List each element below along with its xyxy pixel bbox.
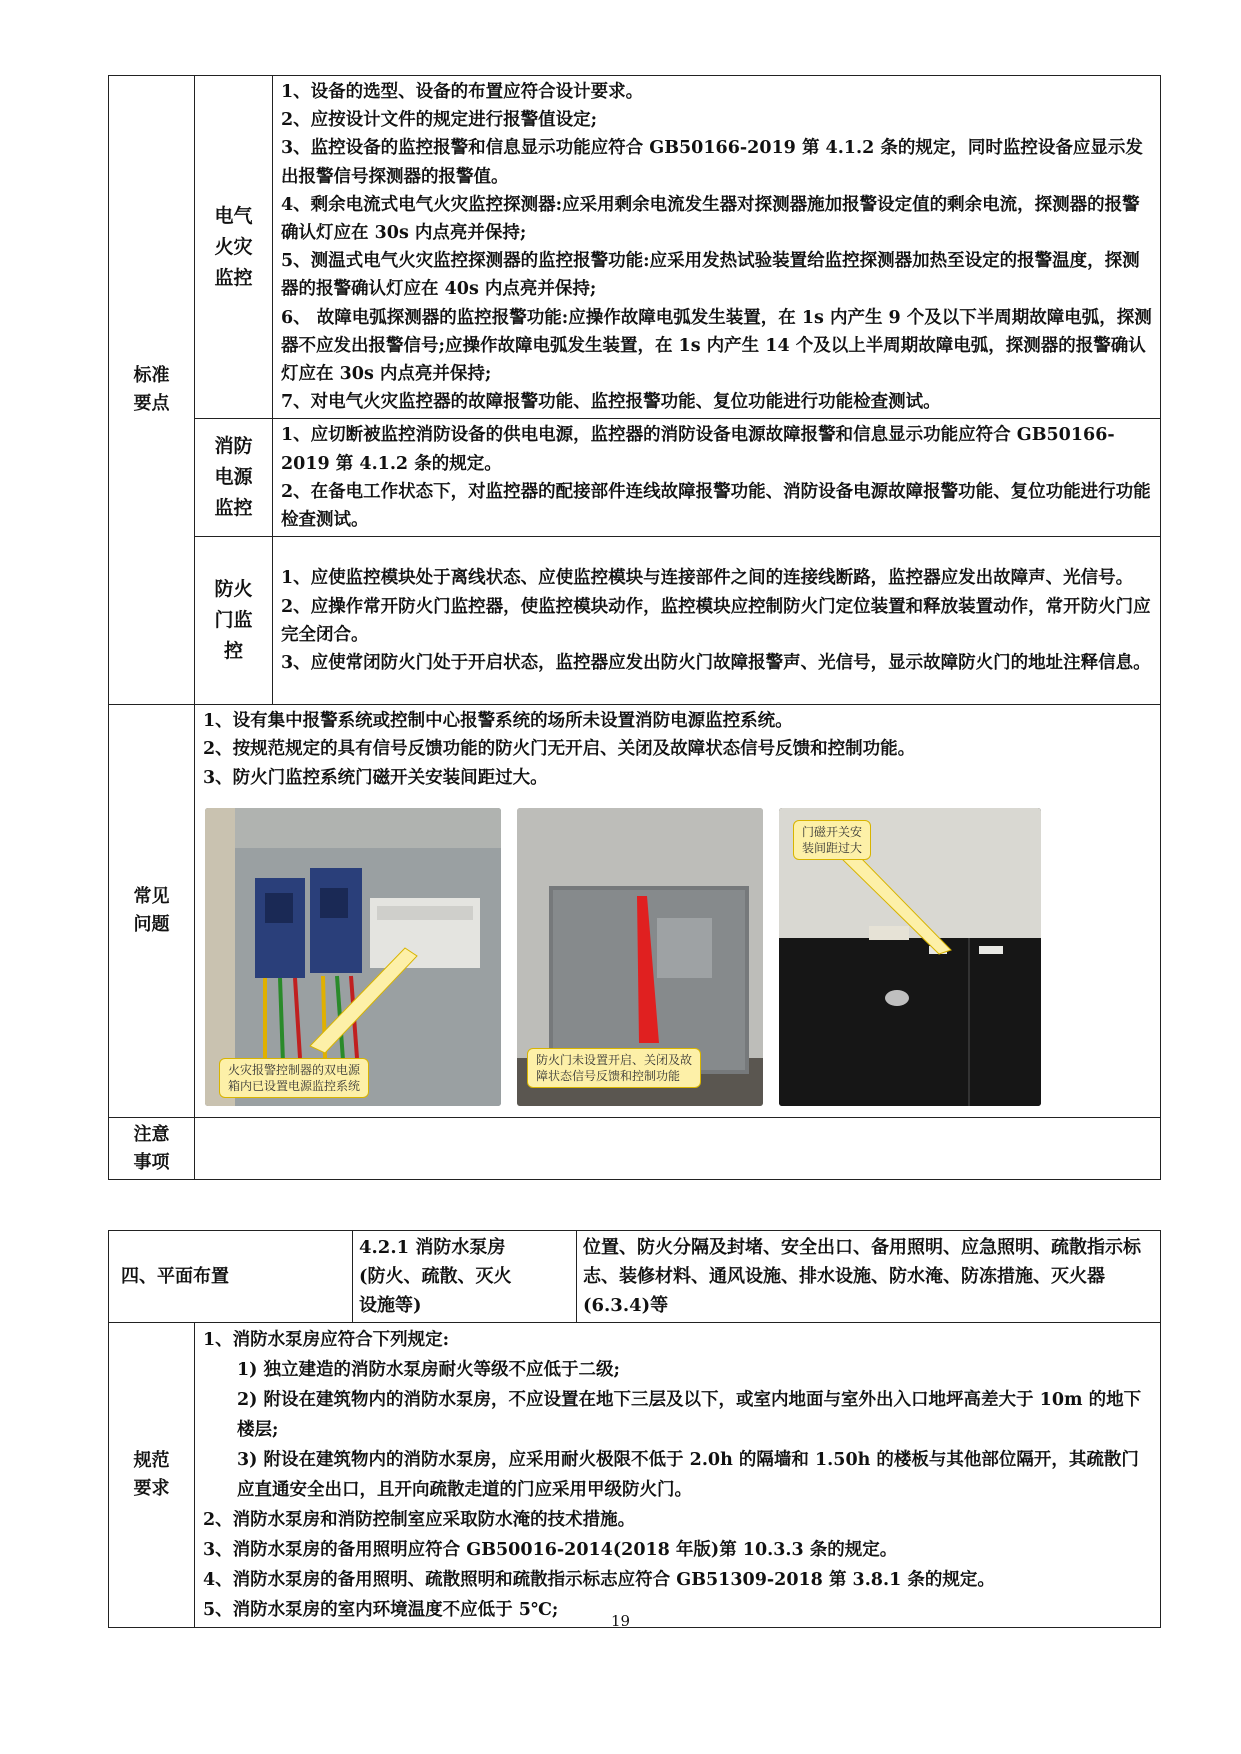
list-item: 3、监控设备的监控报警和信息显示功能应符合 GB50166-2019 第 4.1.2 条的规定，同时监控设备应显示发出报警信号探测器的报警值。 xyxy=(281,138,1143,187)
list-item: 1、应切断被监控消防设备的供电电源，监控器的消防设备电源故障报警和信息显示功能应符合 GB50166-2019 第 4.1.2 条的规定。 xyxy=(281,425,1115,474)
photo-caption-3: 门磁开关安 装间距过大 xyxy=(793,820,871,860)
list-item: 2、消防水泵房和消防控制室应采取防水淹的技术措施。 xyxy=(203,1510,636,1530)
photo-electrical-cabinet xyxy=(205,808,501,1106)
photo-fire-door xyxy=(517,808,763,1106)
list-item: 4、消防水泵房的备用照明、疏散照明和疏散指示标志应符合 GB51309-2018 第 3.8.1 条的规定。 xyxy=(203,1570,995,1590)
list-item: 3、防火门监控系统门磁开关安装间距过大。 xyxy=(203,767,548,788)
list-item: 4、剩余电流式电气火灾监控探测器:应采用剩余电流发生器对探测器施加报警设定值的剩余电流，探测器的报警确认灯应在 30s 内点亮并保持; xyxy=(281,194,1140,244)
section-firedoor-monitor-items xyxy=(273,537,1161,705)
section-power-monitor-title: 消防 电源 监控 xyxy=(195,419,273,537)
section-electrical-fire-title: 电气 火灾 监控 xyxy=(195,76,273,419)
photo-door-magnet xyxy=(779,808,1041,1106)
list-item: 3、消防水泵房的备用照明应符合 GB50016-2014(2018 年版)第 10.3.3 条的规定。 xyxy=(203,1540,898,1560)
requirements-label: 规范 要求 xyxy=(109,1323,195,1628)
page-number: 19 xyxy=(610,1612,631,1630)
list-item: 7、对电气火灾监控器的故障报警功能、监控报警功能、复位功能进行功能检查测试。 xyxy=(281,392,941,413)
notes-label: 注意 事项 xyxy=(109,1118,195,1180)
list-item: 6、 故障电弧探测器的监控报警功能:应操作故障电弧发生装置，在 1s 内产生 9 个及以下半周期故障电弧，探测器不应发出报警信号;应操作故障电弧发生装置，在 1s 内产生 14 个及以上半周期故障电弧，探测器的报警确认灯应在 30s 内点亮并保持; xyxy=(281,307,1152,385)
section-electrical-fire-items xyxy=(273,76,1161,419)
list-item: 2) 附设在建筑物内的消防水泵房，不应设置在地下三层及以下，或室内地面与室外出入口地坪高差大于 10m 的地下楼层; xyxy=(237,1390,1142,1440)
list-item: 5、测温式电气火灾监控探测器的监控报警功能:应采用发热试验装置给监控探测器加热至设定的报警温度，探测器的报警确认灯应在 40s 内点亮并保持; xyxy=(281,251,1140,300)
section-power-monitor-items xyxy=(273,419,1161,537)
list-item: 2、在备电工作状态下，对监控器的配接部件连线故障报警功能、消防设备电源故障报警功能、复位功能进行功能检查测试。 xyxy=(281,481,1151,531)
list-item: 2、应操作常开防火门监控器，使监控模块动作，监控模块应控制防火门定位装置和释放装置动作，常开防火门应完全闭合。 xyxy=(281,596,1151,645)
requirements-cell xyxy=(195,1323,1161,1628)
inspection-table xyxy=(108,75,1161,1180)
item-title: 4.2.1 消防水泵房 (防火、疏散、灭火 设施等) xyxy=(353,1231,577,1323)
list-item: 1、消防水泵房应符合下列规定: xyxy=(203,1330,450,1350)
list-item: 1、设有集中报警系统或控制中心报警系统的场所未设置消防电源监控系统。 xyxy=(203,711,793,732)
standards-label: 标准 要点 xyxy=(109,76,195,705)
layout-table xyxy=(108,1230,1161,1628)
list-item: 1、应使监控模块处于离线状态、应使监控模块与连接部件之间的连接线断路，监控器应发出故障声、光信号。 xyxy=(281,568,1134,589)
list-item: 3、应使常闭防火门处于开启状态，监控器应发出防火门故障报警声、光信号，显示故障防火门的地址注释信息。 xyxy=(281,652,1151,673)
item-scope: 位置、防火分隔及封堵、安全出口、备用照明、应急照明、疏散指示标志、装修材料、通风设施、排水设施、防水淹、防冻措施、灭火器(6.3.4)等 xyxy=(577,1231,1161,1323)
common-issues-label: 常见 问题 xyxy=(109,705,195,1118)
section-firedoor-monitor-title: 防火 门监 控 xyxy=(195,537,273,705)
list-item: 2、应按设计文件的规定进行报警值设定; xyxy=(281,110,598,131)
photo-caption-1: 火灾报警控制器的双电源 箱内已设置电源监控系统 xyxy=(219,1058,369,1098)
photo-caption-2: 防火门未设置开启、关闭及故 障状态信号反馈和控制功能 xyxy=(527,1048,701,1088)
list-item: 3) 附设在建筑物内的消防水泵房，应采用耐火极限不低于 2.0h 的隔墙和 1.50h 的楼板与其他部位隔开，其疏散门应直通安全出口，且开向疏散走道的门应采用甲级防火门。 xyxy=(237,1450,1139,1500)
list-item: 1) 独立建造的消防水泵房耐火等级不应低于二级; xyxy=(237,1360,621,1380)
common-issues-cell xyxy=(195,705,1161,1118)
photo-strip xyxy=(195,794,1160,1112)
list-item: 5、消防水泵房的室内环境温度不应低于 5℃; xyxy=(203,1600,559,1620)
section-title: 四、平面布置 xyxy=(109,1231,353,1323)
list-item: 2、按规范规定的具有信号反馈功能的防火门无开启、关闭及故障状态信号反馈和控制功能。 xyxy=(203,739,916,760)
notes-cell xyxy=(195,1118,1161,1180)
list-item: 1、设备的选型、设备的布置应符合设计要求。 xyxy=(281,82,644,102)
